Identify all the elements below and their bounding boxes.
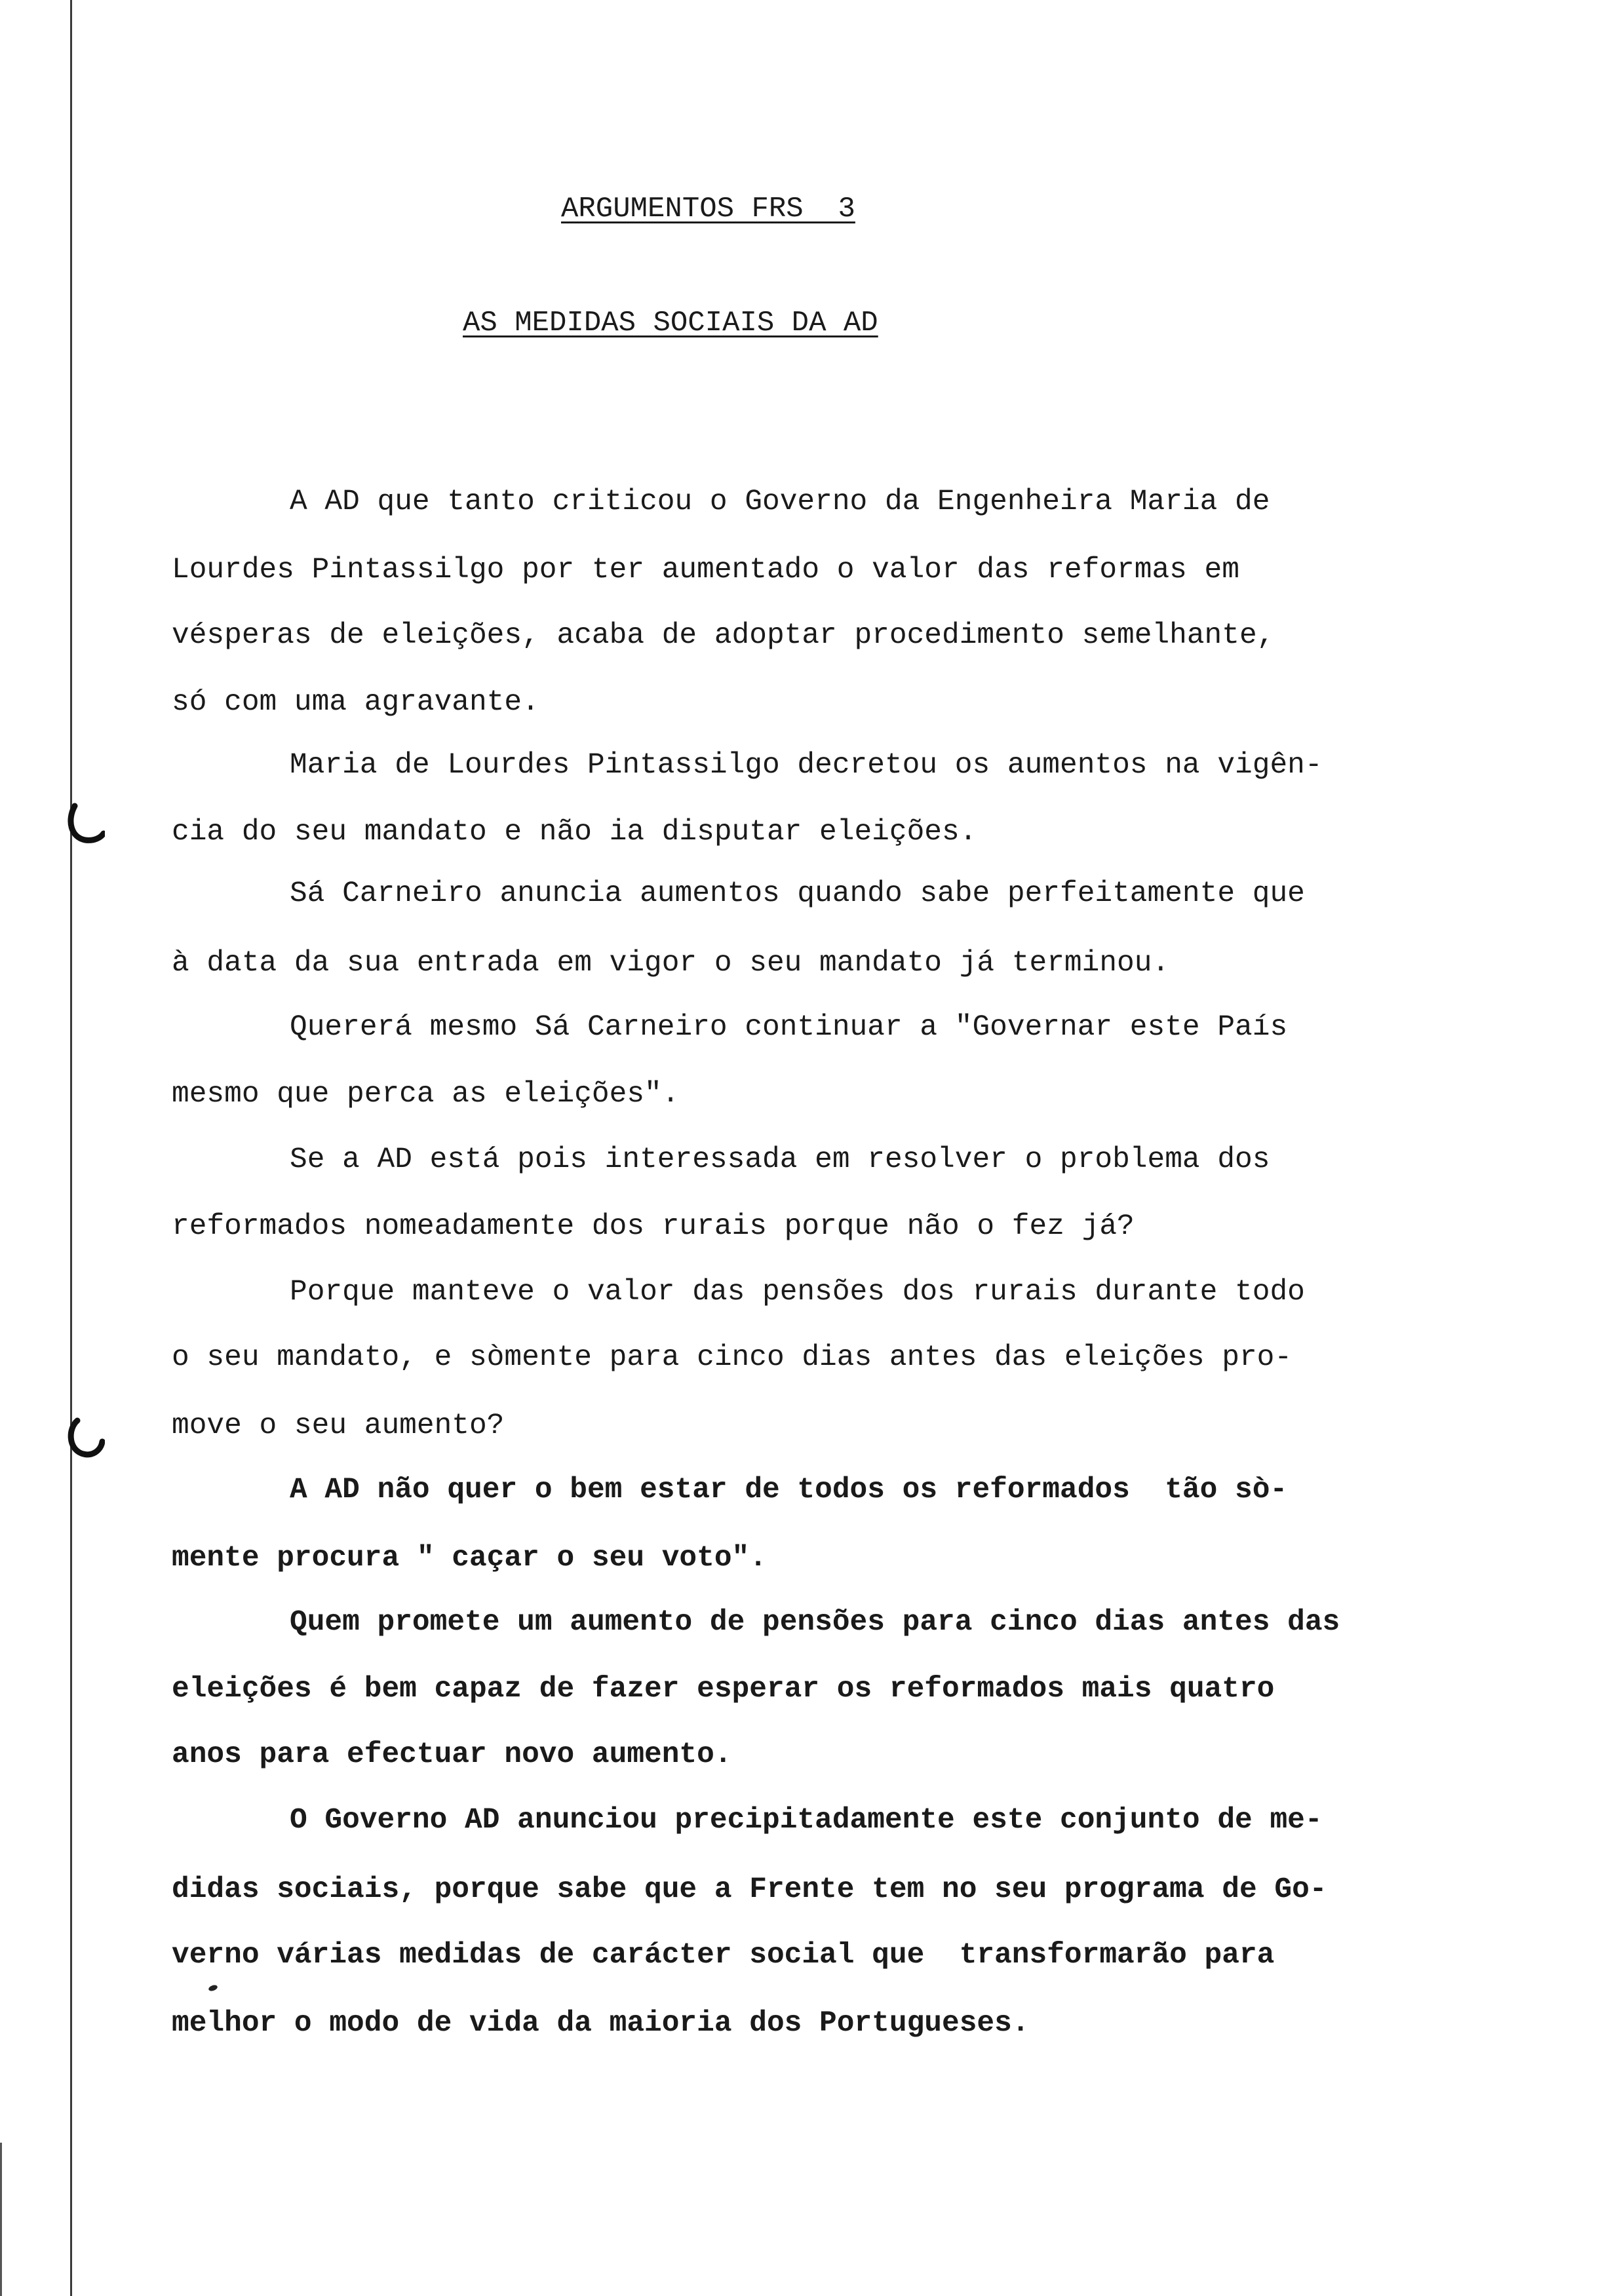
text-line: mente procura " caçar o seu voto". [172, 1542, 767, 1575]
text-line: mesmo que perca as eleições". [172, 1078, 680, 1111]
text-line: move o seu aumento? [172, 1409, 505, 1442]
text-line: anos para efectuar novo aumento. [172, 1738, 732, 1771]
text-line: Quererá mesmo Sá Carneiro continuar a "Governar este País [290, 1011, 1288, 1044]
text-line: Lourdes Pintassilgo por ter aumentado o valor das reformas em [172, 554, 1239, 586]
text-line: A AD não quer o bem estar de todos os reformados tão sò- [290, 1474, 1288, 1506]
punch-hole-mark-1 [66, 801, 105, 847]
document-title: AS MEDIDAS SOCIAIS DA AD [463, 307, 878, 339]
text-line: Se a AD está pois interessada em resolver o problema dos [290, 1143, 1270, 1176]
text-line: A AD que tanto criticou o Governo da Engenheira Maria de [290, 486, 1270, 518]
text-line: eleições é bem capaz de fazer esperar os reformados mais quatro [172, 1673, 1275, 1706]
text-line: vésperas de eleições, acaba de adoptar procedimento semelhante, [172, 619, 1275, 652]
page-edge-line [0, 2143, 2, 2296]
text-line: Sá Carneiro anuncia aumentos quando sabe perfeitamente que [290, 877, 1305, 910]
text-line: Porque manteve o valor das pensões dos rurais durante todo [290, 1276, 1305, 1309]
left-margin-line [70, 0, 72, 2296]
text-line: didas sociais, porque sabe que a Frente tem no seu programa de Go- [172, 1873, 1327, 1906]
text-line: verno várias medidas de carácter social que transformarão para [172, 1939, 1275, 1972]
punch-hole-mark-2 [66, 1415, 105, 1461]
document-series-heading: ARGUMENTOS FRS 3 [561, 193, 855, 225]
text-line: à data da sua entrada em vigor o seu mandato já terminou. [172, 947, 1170, 980]
text-line: Quem promete um aumento de pensões para cinco dias antes das [290, 1606, 1340, 1639]
text-line: cia do seu mandato e não ia disputar eleições. [172, 816, 977, 849]
text-line: reformados nomeadamente dos rurais porque não o fez já? [172, 1210, 1135, 1243]
text-line: só com uma agravante. [172, 686, 539, 719]
text-line: O Governo AD anunciou precipitadamente este conjunto de me- [290, 1804, 1323, 1837]
text-line: o seu mandato, e sòmente para cinco dias antes das eleições pro- [172, 1341, 1293, 1374]
text-line: melhor o modo de vida da maioria dos Portugueses. [172, 2007, 1030, 2040]
ink-speck [208, 1984, 218, 1992]
text-line: Maria de Lourdes Pintassilgo decretou os aumentos na vigên- [290, 749, 1323, 782]
